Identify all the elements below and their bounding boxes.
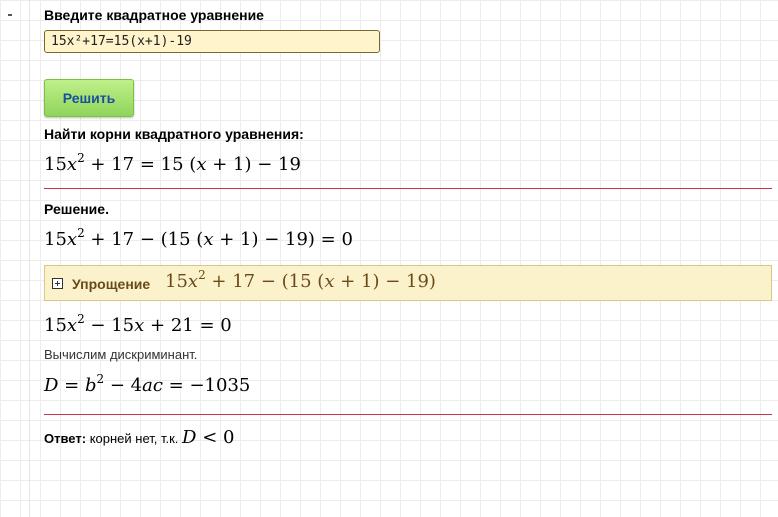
solve-button[interactable]: Решить [44, 79, 134, 117]
answer-condition: D < 0 [182, 427, 235, 448]
answer-line [44, 427, 234, 448]
simplification-label[interactable]: Упрощение [72, 276, 151, 292]
discriminant-equation: $D = b^2 - 4ac = -1035$ [44, 372, 251, 396]
task-label: Найти корни квадратного уравнения: [44, 126, 304, 142]
bullet-mark [8, 14, 12, 16]
solution-label: Решение. [44, 201, 109, 217]
answer-label: Ответ: [44, 431, 87, 446]
simplification-expression: $15x^2 + 17 - (15$ (x + 1) − 19) [165, 268, 436, 292]
simplification-panel[interactable] [44, 265, 772, 301]
solution-step-equation: $15x^2 + 17 - (15$ (x + 1) − 19) = 0 [44, 226, 353, 250]
page-left-border [29, 0, 30, 517]
answer-text: корней нет, т.к. [89, 431, 179, 446]
equation-input-label: Введите квадратное уравнение [44, 7, 264, 23]
simplified-equation: $15x^2 - 15x + 21 = 0$ [44, 312, 232, 336]
discriminant-caption: Вычислим дискриминант. [44, 347, 198, 362]
section-divider [44, 188, 772, 189]
equation-input[interactable]: 15x²+17=15(x+1)-19 [44, 30, 380, 53]
task-equation: $15x^2 + 17 = 15$ (x + 1) − 19 [44, 151, 301, 175]
answer-divider [44, 414, 772, 415]
expand-plus-icon[interactable] [52, 278, 63, 289]
